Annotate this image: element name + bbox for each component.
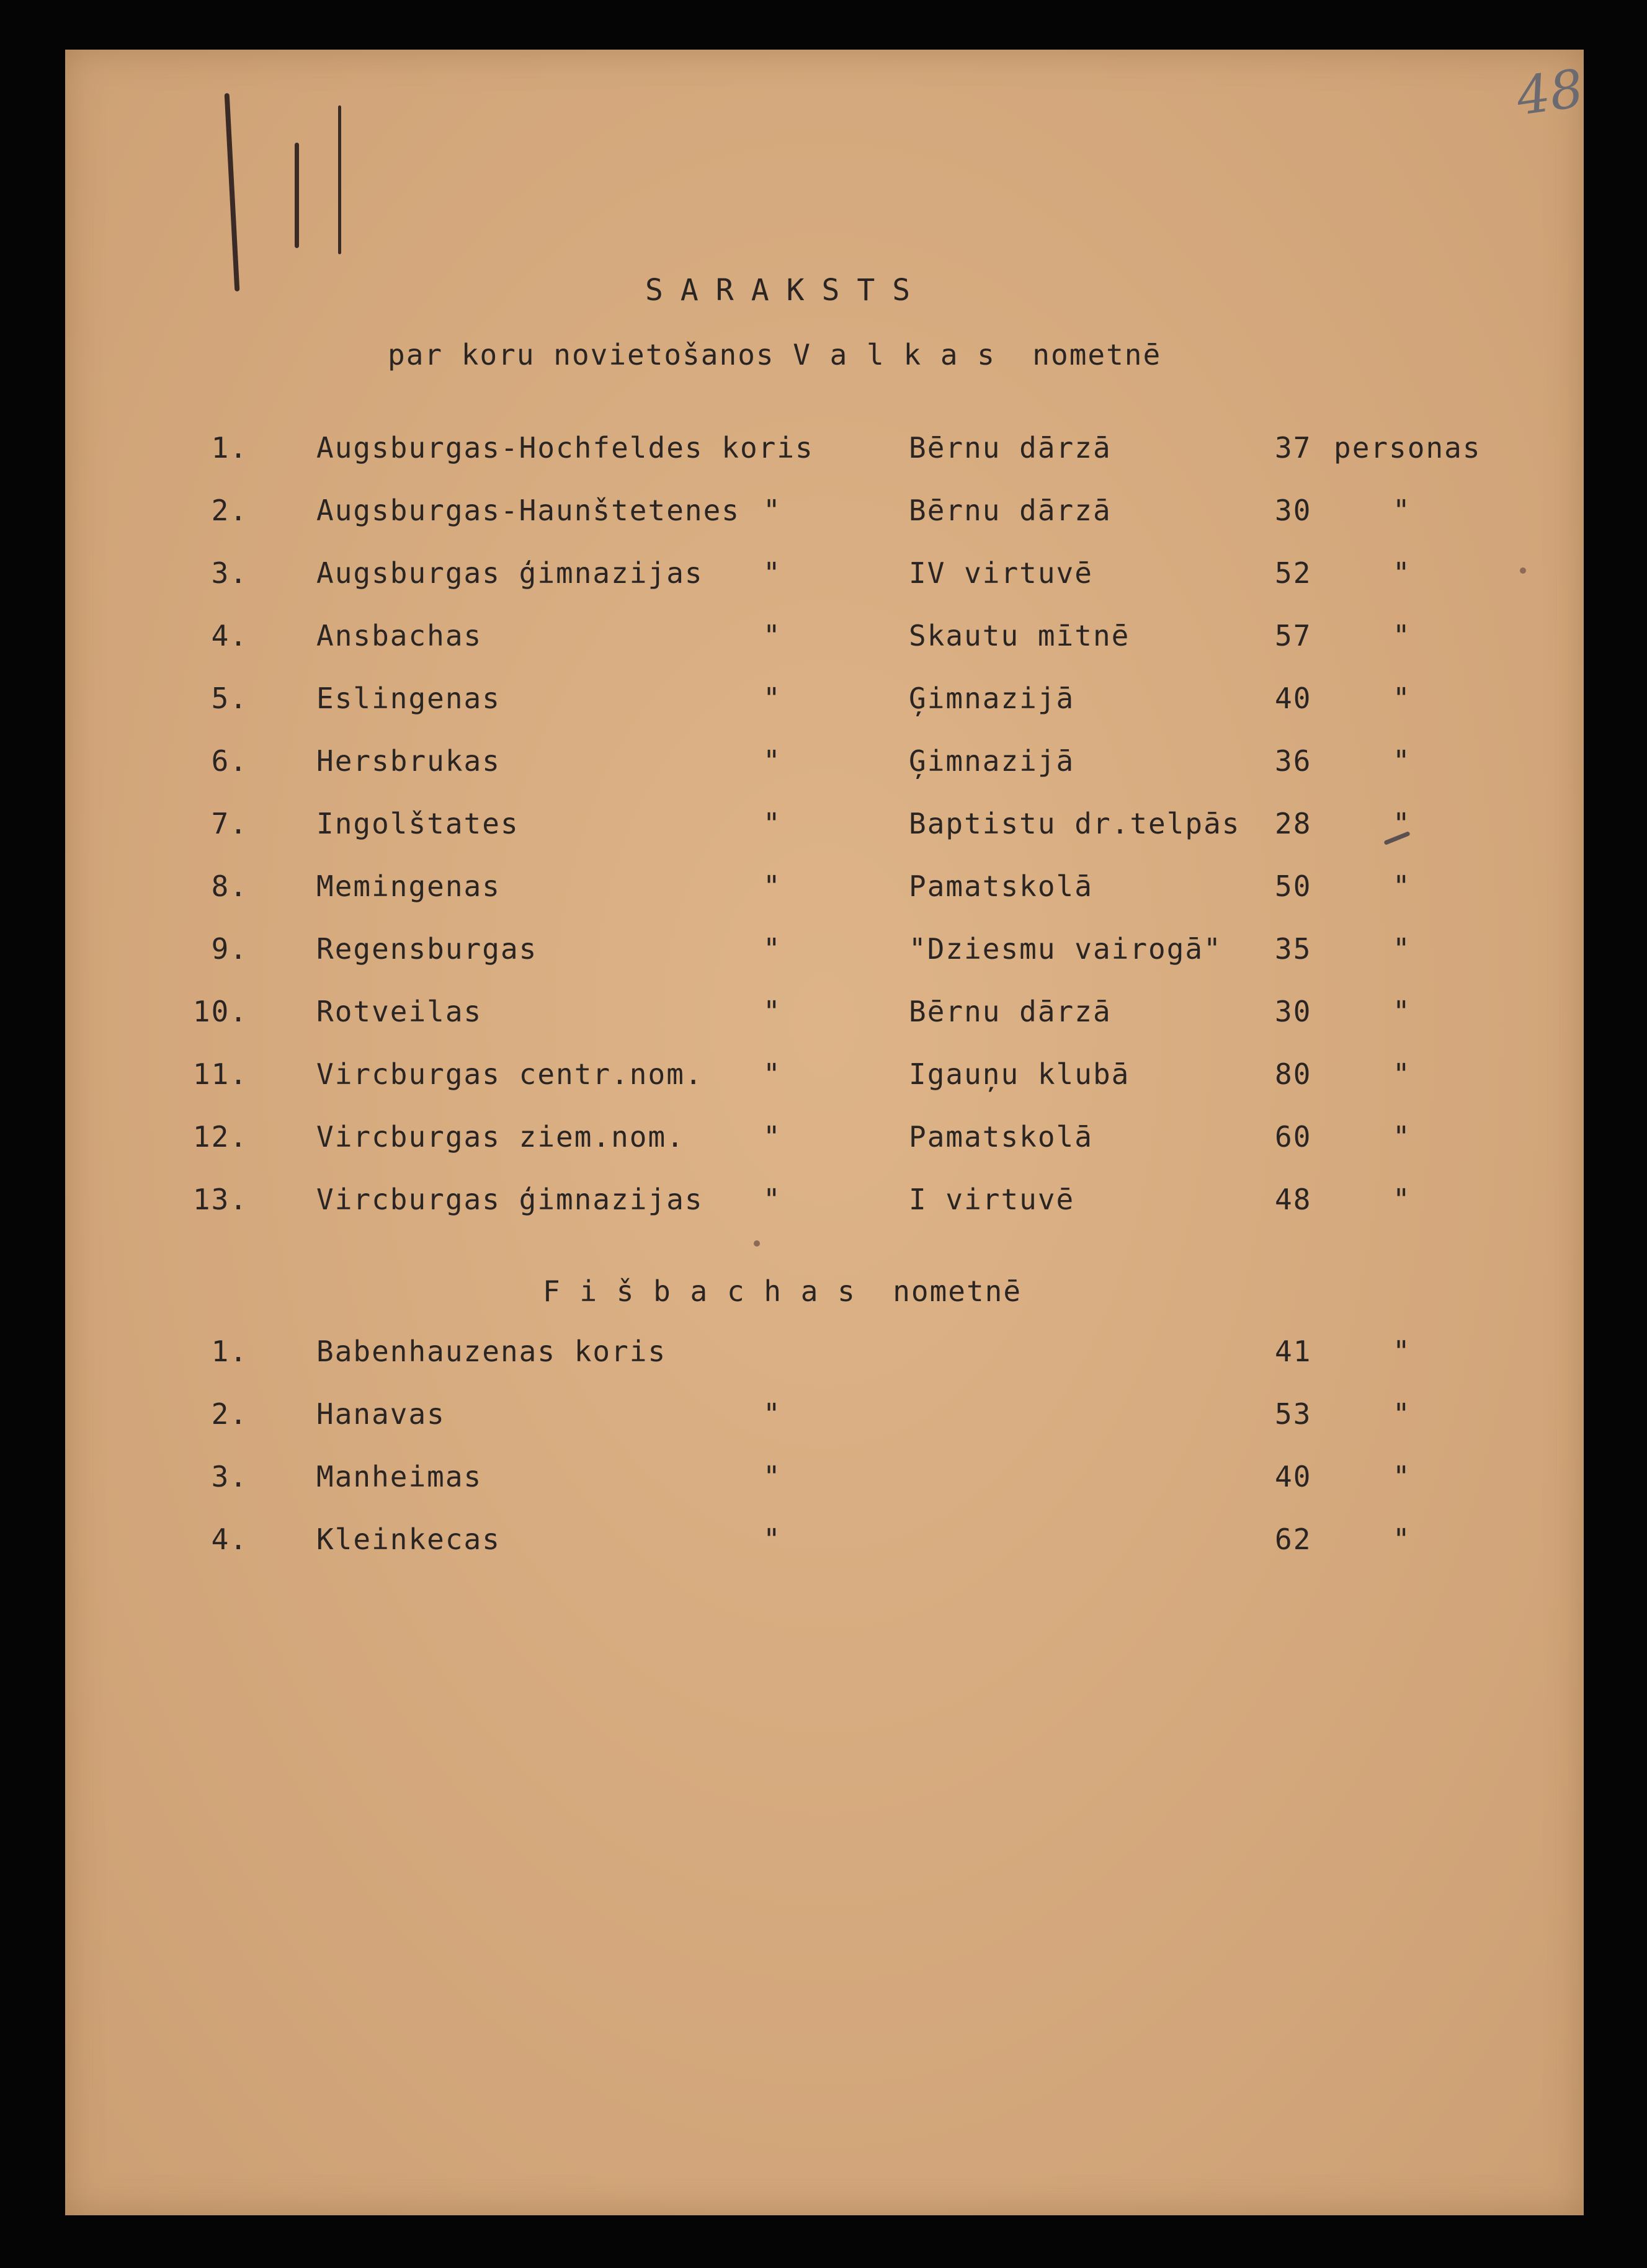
document-title: SARAKSTS — [645, 273, 928, 308]
list-row — [0, 431, 1647, 468]
row-number: 3. — [211, 1460, 248, 1493]
list-row — [0, 995, 1647, 1032]
person-count: 48 — [1275, 1183, 1312, 1216]
unit-label: " — [1393, 1335, 1411, 1368]
ditto-mark: " — [763, 995, 782, 1028]
person-count: 53 — [1275, 1397, 1312, 1431]
ditto-mark: " — [763, 1057, 782, 1091]
unit-label: personas — [1334, 431, 1481, 465]
venue: IV virtuvē — [909, 556, 1093, 590]
row-number: 7. — [211, 807, 248, 840]
list-row — [0, 744, 1647, 781]
person-count: 35 — [1275, 932, 1312, 966]
ditto-mark: " — [763, 682, 782, 715]
page-number: 48 — [1512, 58, 1587, 127]
list-row — [0, 869, 1647, 907]
unit-label: " — [1393, 1183, 1411, 1216]
unit-label: " — [1393, 744, 1411, 778]
row-number: 1. — [211, 431, 248, 465]
staple-mark — [225, 93, 240, 291]
list-row — [0, 494, 1647, 531]
venue: Baptistu dr.telpās — [909, 807, 1241, 840]
person-count: 80 — [1275, 1057, 1312, 1091]
unit-label: " — [1393, 1120, 1411, 1154]
list-row — [0, 1397, 1647, 1434]
person-count: 41 — [1275, 1335, 1312, 1368]
choir-name: Memingenas — [316, 869, 501, 903]
choir-name: Ansbachas — [316, 619, 483, 652]
ditto-mark: " — [763, 494, 782, 527]
row-number: 4. — [211, 619, 248, 652]
person-count: 40 — [1275, 682, 1312, 715]
unit-label: " — [1393, 807, 1411, 840]
row-number: 9. — [211, 932, 248, 966]
row-number: 2. — [211, 494, 248, 527]
venue: I virtuvē — [909, 1183, 1075, 1216]
unit-label: " — [1393, 682, 1411, 715]
section-title-fisbach: F i š b a c h a s nometnē — [543, 1274, 1022, 1308]
row-number: 2. — [211, 1397, 248, 1431]
choir-name: Augsburgas-Hochfeldes koris — [316, 431, 814, 465]
person-count: 30 — [1275, 494, 1312, 527]
ditto-mark: " — [763, 807, 782, 840]
ditto-mark: " — [763, 1183, 782, 1216]
person-count: 28 — [1275, 807, 1312, 840]
choir-name: Vircburgas centr.nom. — [316, 1057, 703, 1091]
choir-name: Vircburgas ziem.nom. — [316, 1120, 685, 1154]
list-row — [0, 619, 1647, 656]
list-row — [0, 1523, 1647, 1560]
person-count: 57 — [1275, 619, 1312, 652]
unit-label: " — [1393, 932, 1411, 966]
choir-name: Ingolštates — [316, 807, 519, 840]
choir-name: Hanavas — [316, 1397, 445, 1431]
list-row — [0, 1460, 1647, 1497]
ditto-mark: " — [763, 1397, 782, 1431]
ditto-mark: " — [763, 619, 782, 652]
unit-label: " — [1393, 556, 1411, 590]
venue: Pamatskolā — [909, 869, 1093, 903]
person-count: 62 — [1275, 1523, 1312, 1556]
row-number: 10. — [192, 995, 248, 1028]
paper-speck — [754, 1240, 760, 1247]
unit-label: " — [1393, 619, 1411, 652]
venue: Skautu mītnē — [909, 619, 1130, 652]
venue: Bērnu dārzā — [909, 494, 1112, 527]
list-row — [0, 1183, 1647, 1220]
choir-name: Eslingenas — [316, 682, 501, 715]
ditto-mark: " — [763, 1460, 782, 1493]
list-row — [0, 1057, 1647, 1095]
unit-label: " — [1393, 1057, 1411, 1091]
row-number: 13. — [192, 1183, 248, 1216]
row-number: 8. — [211, 869, 248, 903]
row-number: 12. — [192, 1120, 248, 1154]
unit-label: " — [1393, 1397, 1411, 1431]
ditto-mark: " — [763, 932, 782, 966]
venue: Pamatskolā — [909, 1120, 1093, 1154]
venue: Bērnu dārzā — [909, 995, 1112, 1028]
list-row — [0, 556, 1647, 594]
choir-name: Babenhauzenas koris — [316, 1335, 667, 1368]
unit-label: " — [1393, 995, 1411, 1028]
venue: Ģimnazijā — [909, 744, 1075, 778]
row-number: 11. — [192, 1057, 248, 1091]
row-number: 4. — [211, 1523, 248, 1556]
venue: "Dziesmu vairogā" — [909, 932, 1222, 966]
list-row — [0, 1335, 1647, 1372]
ditto-mark: " — [763, 744, 782, 778]
list-row — [0, 1120, 1647, 1157]
person-count: 52 — [1275, 556, 1312, 590]
row-number: 5. — [211, 682, 248, 715]
venue: Ģimnazijā — [909, 682, 1075, 715]
unit-label: " — [1393, 869, 1411, 903]
choir-name: Rotveilas — [316, 995, 483, 1028]
choir-name: Kleinkecas — [316, 1523, 501, 1556]
ditto-mark: " — [763, 869, 782, 903]
ditto-mark: " — [763, 1120, 782, 1154]
choir-name: Vircburgas ģimnazijas — [316, 1183, 703, 1216]
person-count: 37 — [1275, 431, 1312, 465]
document-subtitle: par koru novietošanos V a l k a s nometnē — [388, 338, 1162, 371]
person-count: 36 — [1275, 744, 1312, 778]
person-count: 30 — [1275, 995, 1312, 1028]
ditto-mark: " — [763, 556, 782, 590]
list-row — [0, 807, 1647, 844]
staple-mark — [295, 143, 299, 248]
ditto-mark: " — [763, 1523, 782, 1556]
choir-name: Regensburgas — [316, 932, 538, 966]
row-number: 3. — [211, 556, 248, 590]
list-row — [0, 932, 1647, 969]
person-count: 50 — [1275, 869, 1312, 903]
row-number: 6. — [211, 744, 248, 778]
person-count: 60 — [1275, 1120, 1312, 1154]
person-count: 40 — [1275, 1460, 1312, 1493]
staple-mark — [338, 105, 341, 254]
choir-name: Augsburgas ģimnazijas — [316, 556, 703, 590]
unit-label: " — [1393, 1523, 1411, 1556]
row-number: 1. — [211, 1335, 248, 1368]
choir-name: Augsburgas-Haunštetenes — [316, 494, 740, 527]
unit-label: " — [1393, 1460, 1411, 1493]
choir-name: Manheimas — [316, 1460, 483, 1493]
choir-name: Hersbrukas — [316, 744, 501, 778]
venue: Igauņu klubā — [909, 1057, 1130, 1091]
venue: Bērnu dārzā — [909, 431, 1112, 465]
unit-label: " — [1393, 494, 1411, 527]
list-row — [0, 682, 1647, 719]
